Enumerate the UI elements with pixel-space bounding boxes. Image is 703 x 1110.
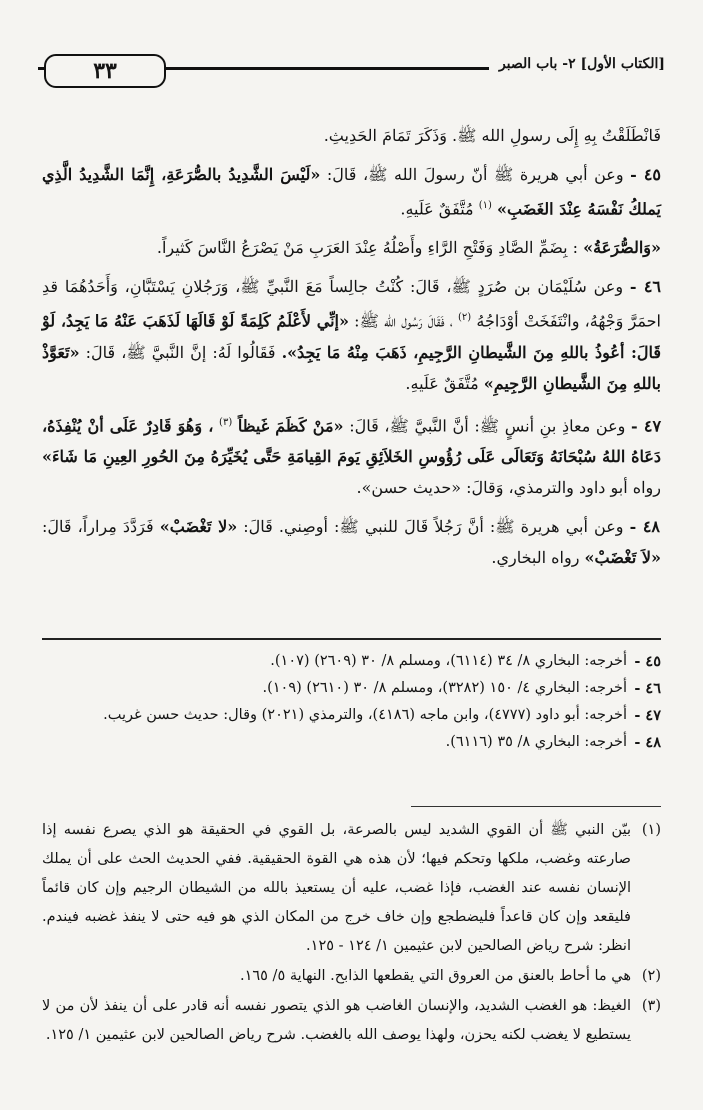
reference-item <box>42 702 661 729</box>
hadith-number: ٤٨ - <box>629 516 660 536</box>
reference-text: أخرجه: أبو داود (٤٧٧٧)، وابن ماجه (٤١٨٦)، والترمذي (٢٠٢١) وقال: حديث حسن غريب. <box>103 707 627 723</box>
footnote-number: (٣) <box>641 998 661 1014</box>
reference-item <box>42 648 661 675</box>
hadith-number: ٤٧ - <box>631 415 662 435</box>
hadith-text: وعن أبي هريرة ﷺ: أنَّ رَجُلاً قَالَ للنبي ﷺ: أوصِني. قَالَ: <box>237 516 624 536</box>
hadith-48 <box>42 511 661 573</box>
paragraph-text: فَانْطَلَقْتُ بِهِ إِلَى رسولِ الله ﷺ. وَذَكَرَ تَمَامَ الحَدِيثِ. <box>323 126 661 145</box>
reference-number: ٤٨ - <box>634 734 661 751</box>
hadith-quote: «تَعَوَّذْ باللهِ مِنَ الشَّيطانِ الرَّجِيمِ» <box>42 342 661 393</box>
hadith-number: ٤٦ - <box>629 277 661 297</box>
footnote-marker: (٣) <box>219 416 233 428</box>
hadith-quote: «لاَ تَغْضَبْ» <box>584 547 661 567</box>
hadith-number: ٤٥ - <box>630 165 661 184</box>
hadith-quote: «إنِّي لأَعْلَمُ كَلِمَةً لَوْ قَالَهَا لَذَهَبَ عَنْهُ مَا يَجِدُ، لَوْ قَالَ: أعُوذُ باللهِ مِنَ الشَّيطانِ الرَّجِيمِ، ذَهَبَ مِنْهُ مَا يَجِدُ». <box>42 311 661 362</box>
reference-text: أخرجه: البخاري ٨/ ٣٥ (٦١١٦). <box>445 734 627 750</box>
hadith-text: وعن معاذِ بنِ أنسٍ ﷺ: أنَّ النَّبيَّ ﷺ، قَالَ: <box>343 415 626 435</box>
reference-item <box>42 729 661 756</box>
footnote-item <box>42 992 661 1050</box>
hadith-quote: «مَنْ كَظَمَ غَيظاً <box>237 415 344 435</box>
term-explanation: : بِضَمِّ الصَّادِ وَفَتْحِ الرَّاءِ وأَصْلُهُ عِنْدَ العَرَبِ مَنْ يَصْرَعُ النَّاسَ كَثيراً. <box>156 238 579 258</box>
hadith-source: رواه أبو داود والترمذي، وَقالَ: «حديث حسن». <box>356 477 661 497</box>
hadith-47 <box>42 407 661 503</box>
footnote-marker: (١) <box>478 200 492 211</box>
page-header <box>38 52 665 92</box>
hadith-text: وعن أبي هريرة ﷺ أنّ رسولَ الله ﷺ، قَالَ: <box>320 165 624 184</box>
page-number: ٣٣ <box>93 58 117 84</box>
chapter-title: [الكتاب الأول] ٢- باب الصبر <box>489 56 665 72</box>
hadith-quote: «لا تَغْضَبْ» <box>159 516 238 536</box>
hadith-46 <box>42 271 661 398</box>
hadith-quote: «لَيْسَ الشَّدِيدُ بالصُّرَعَةِ، إِنَّمَا الشَّدِيدُ الَّذِي يَملكُ نَفْسَهُ عِنْدَ الغَضَبِ» <box>42 165 661 219</box>
hadith-text: ، فَقَالَ رَسُول الله ﷺ: <box>348 311 453 331</box>
hadith-source: مُتَّفَقٌ عَلَيهِ. <box>400 199 474 219</box>
hadith-45 <box>42 159 661 224</box>
reference-text: أخرجه: البخاري ٤/ ١٥٠ (٣٢٨٢)، ومسلم ٨/ ٣٠ (٢٦١٠) (١٠٩). <box>262 680 627 696</box>
reference-number: ٤٦ - <box>634 680 661 697</box>
main-text <box>42 120 661 581</box>
footnotes-list <box>42 816 661 1051</box>
section-divider <box>42 638 661 640</box>
footnote-marker: (٢) <box>458 312 472 324</box>
hadith-quote: ، وَهُوَ قَادِرٌ عَلَى أنْ يُنْفِذَهُ، دَعَاهُ اللهُ سُبْحَانَهُ وَتَعَالَى عَلَى رُؤُوسِ الخَلاَئِقِ يَومَ القِيامَةِ حَتَّى يُخَيِّرَهُ مِنَ الحُورِ العِينِ مَا شَاءَ» <box>42 415 661 466</box>
page-number-box <box>44 54 166 88</box>
footnote-divider <box>411 806 661 807</box>
reference-text: أخرجه: البخاري ٨/ ٣٤ (٦١١٤)، ومسلم ٨/ ٣٠ (٢٦٠٩) (١٠٧). <box>270 653 627 669</box>
hadith-text: فَقَالُوا لَهُ: إنَّ النَّبيَّ ﷺ، قَالَ: <box>79 342 276 362</box>
reference-number: ٤٥ - <box>634 653 661 670</box>
footnote-text: بيّن النبي ﷺ أن القوي الشديد ليس بالصرعة، بل القوي في الحقيقة هو الذي يصرع نفسه إذا صارعته وغضب، ملكها وتحكم فيها؛ لأن هذه هي القوة الحقيقية. ففي الحديث الحث على أن يملك الإنسان نفسه عند الغضب، فإذا غضب، عليه أن يستعيذ بالله من الشيطان الرجيم وإن كان قائماً فليقعد وإن كان قاعداً فليضطجع وإن خاف خرج من المكان الذي هو فيه حتى لا ينفذ غضبه فيندم. انظر: شرح رياض الصالحين لابن عثيمين ١/ ١٢٤ - ١٢٥. <box>42 822 631 954</box>
footnote-item <box>42 962 661 991</box>
references-list <box>42 648 661 756</box>
hadith-45-explanation <box>42 232 661 263</box>
hadith-source: مُتَّفَقٌ عَلَيهِ. <box>405 373 479 393</box>
footnote-number: (٢) <box>641 968 661 984</box>
footnote-item <box>42 816 661 961</box>
footnote-text: هي ما أحاط بالعنق من العروق التي يقطعها الذابح. النهاية ٥/ ١٦٥. <box>239 968 631 984</box>
footnote-text: الغيظ: هو الغضب الشديد، والإنسان الغاضب هو الذي يتصور نفسه أنه قادر على أن ينفذ لأن من لا يستطيع لا يغضب لكنه يحزن، ولهذا يوصف الله بالغضب. شرح رياض الصالحين لابن عثيمين ١/ ١٢٥. <box>42 998 631 1043</box>
hadith-source: رواه البخاري. <box>491 547 580 567</box>
hadith-text: وعن سُلَيْمَان بن صُرَدٍ ﷺ، قَالَ: كُنْتُ جالِساً مَعَ النَّبيِّ ﷺ، وَرَجُلانِ يَسْتَبَّانِ، وَأَحَدُهُمَا قدِ احمَرَّ وَجْهُهُ، وانْتَفَخَتْ أوْدَاجُهُ <box>42 277 661 331</box>
paragraph-intro <box>42 120 661 151</box>
reference-number: ٤٧ - <box>634 707 661 724</box>
footnote-number: (١) <box>641 822 661 838</box>
reference-item <box>42 675 661 702</box>
term: «وَالصُّرَعَةُ» <box>583 238 661 258</box>
hadith-text: فَرَدَّدَ مِراراً، قَالَ: <box>42 516 154 536</box>
